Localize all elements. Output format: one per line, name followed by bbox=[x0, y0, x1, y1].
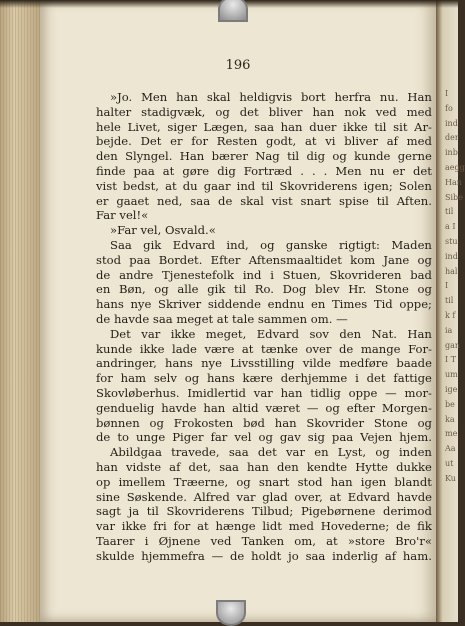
next-page-fragment: Aa bbox=[445, 444, 456, 454]
text-line: for ham selv og hans kære derhjemme i det fattige bbox=[96, 371, 432, 386]
text-line: sagt ja til Skovriderens Tilbud; Pigebørnene derimod bbox=[96, 504, 432, 519]
text-line: var ikke fri for at hænge lidt med Hovederne; de fik bbox=[96, 519, 432, 534]
text-line: sine Søskende. Alfred var glad over, at Edvard havde bbox=[96, 489, 432, 504]
text-line: »Far vel, Osvald.« bbox=[110, 223, 216, 238]
text-line: halter stadigvæk, og det bliver han nok ved med bbox=[96, 104, 432, 119]
text-line: andringer, hans nye Livsstilling vilde medføre baade bbox=[96, 356, 432, 371]
text-line: finde paa at gøre dig Fortræd . . . Men nu er det bbox=[96, 163, 432, 178]
text-line: er gaaet ned, saa de skal vist snart spise til Aften. bbox=[96, 193, 432, 208]
text-line: de andre Tjenestefolk ind i Stuen, Skovrideren bad bbox=[96, 267, 432, 282]
text-line: bønnen og Frokosten bød han Skovrider Stone og bbox=[96, 415, 432, 430]
page-text bbox=[96, 90, 432, 564]
next-page-fragment: ia bbox=[445, 325, 453, 335]
text-line: stod paa Bordet. Efter Aftensmaaltidet kom Jane og bbox=[96, 252, 432, 267]
next-page-fragment: be bbox=[445, 399, 455, 409]
text-line: vist bedst, at du gaar ind til Skovriderens igen; Solen bbox=[96, 178, 432, 193]
next-page-fragment: hal bbox=[445, 266, 458, 276]
text-line: de havde saa meget at tale sammen om. — bbox=[96, 311, 348, 326]
next-page-fragment: ind bbox=[445, 251, 458, 261]
text-line: Det var ikke meget, Edvard sov den Nat. Han bbox=[110, 326, 432, 341]
page-clip-top bbox=[218, 0, 248, 22]
text-line: skulde hjemmefra — de holdt jo saa inderlig af ham. bbox=[96, 548, 432, 563]
book-left-edge bbox=[0, 0, 40, 622]
text-line: Abildgaa travede, saa det var en Lyst, og inden bbox=[110, 445, 432, 460]
next-page-fragment: til bbox=[445, 207, 454, 217]
text-line: op imellem Træerne, og snart stod han igen blandt bbox=[96, 474, 432, 489]
next-page-fragment: ut bbox=[445, 459, 454, 468]
text-line: genduelig havde han altid været — og efter Morgen- bbox=[96, 400, 432, 415]
next-page-fragment: I bbox=[445, 89, 449, 98]
next-page-fragment: ind bbox=[445, 118, 458, 128]
next-page-fragment: Sibe bbox=[445, 192, 463, 202]
text-line: Skovløberhus. Imidlertid var han tidlig oppe — mor- bbox=[96, 385, 432, 400]
next-page-edge bbox=[436, 0, 465, 622]
text-line: en Bøn, og alle gik til Ro. Dog blev Hr. Stone og bbox=[96, 282, 432, 297]
next-page-fragment: fo bbox=[445, 103, 453, 113]
next-page-fragment: gan bbox=[445, 340, 461, 350]
text-line: Taarer i Øjnene ved Tanken om, at »store Bro'r« bbox=[96, 533, 432, 548]
text-line: han vidste af det, saa han den kendte Hytte dukke bbox=[96, 459, 432, 474]
next-page-fragment: I bbox=[445, 281, 449, 291]
next-page-fragment: der bbox=[445, 133, 459, 143]
next-page-fragment: Han bbox=[445, 177, 462, 187]
text-line: bejde. Det er for Resten godt, at vi bliver af med bbox=[96, 134, 432, 149]
page-clip-bottom bbox=[216, 600, 246, 626]
next-page-fragment: Ku bbox=[445, 473, 456, 483]
text-line: Saa gik Edvard ind, og ganske rigtigt: Maden bbox=[110, 237, 432, 252]
next-page-fragment: til bbox=[445, 296, 454, 306]
next-page-fragment: um bbox=[445, 370, 458, 380]
next-page-fragment: inb bbox=[445, 148, 458, 158]
text-line: kunde ikke lade være at tænke over de mange For- bbox=[96, 341, 432, 356]
page-number: 196 bbox=[225, 58, 251, 73]
next-page-fragment: I T bbox=[445, 355, 457, 365]
text-line: hans nye Skriver siddende endnu en Times Tid oppe; bbox=[96, 297, 432, 312]
next-page-fragment: aegg bbox=[445, 163, 465, 172]
next-page-fragment: ige bbox=[445, 385, 458, 394]
text-line: »Jo. Men han skal heldigvis bort herfra nu. Han bbox=[110, 90, 432, 104]
text-line: Far vel!« bbox=[96, 208, 149, 223]
next-page-fragment: a I bbox=[445, 222, 456, 232]
text-line: hele Livet, siger Lægen, saa han duer ikke til sit Ar- bbox=[96, 119, 432, 134]
next-page-fragment: stu bbox=[445, 237, 458, 246]
next-page-fragment: k f bbox=[445, 311, 456, 320]
text-line: de to unge Piger far vel og gav sig paa Vejen hjem. bbox=[96, 430, 432, 445]
text-line: den Slyngel. Han bærer Nag til dig og kunde gerne bbox=[96, 149, 432, 164]
next-page-fragment: ka bbox=[445, 414, 455, 424]
next-page-fragment: me bbox=[445, 429, 458, 439]
